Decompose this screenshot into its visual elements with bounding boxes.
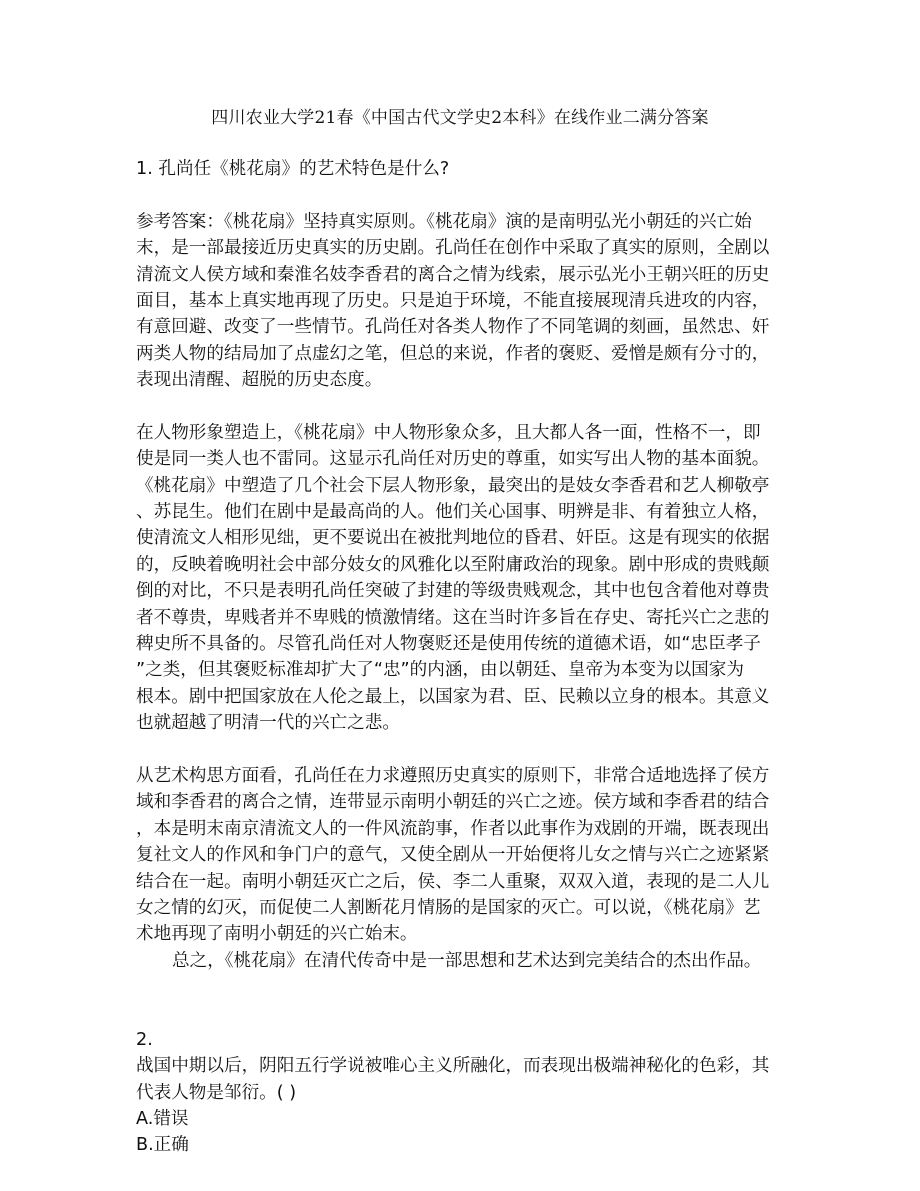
conclusion-line: 总之，《桃花扇》在清代传奇中是一部思想和艺术达到完美结合的杰出作品。: [172, 950, 762, 971]
text-line: 女之情的幻灭，而促使二人割断花月情肠的是国家的灭亡。可以说，《桃花扇》艺: [136, 897, 761, 918]
text-line: 、苏昆生。他们在剧中是最高尚的人。他们关心国事、明辨是非、有着独立人格，: [136, 502, 770, 523]
text-line: 复社文人的作风和争门户的意气，又使全剧从一开始便将儿女之情与兴亡之迹紧紧: [136, 845, 770, 866]
text-line: 倒的对比，不只是表明孔尚任突破了封建的等级贵贱观念，其中也包含着他对尊贵: [136, 581, 770, 602]
text-line: 末，是一部最接近历史真实的历史剧。孔尚任在创作中采取了真实的原则，全剧以: [136, 238, 770, 259]
answer-paragraph-2: [136, 420, 786, 737]
answer-paragraph-1: [136, 209, 786, 394]
text-line: 术地再现了南明小朝廷的兴亡始末。: [136, 924, 418, 945]
text-line: 使清流文人相形见绌，更不要说出在被批判地位的昏君、奸臣。这是有现实的依据: [136, 528, 770, 549]
text-line: 的，反映着晚明社会中部分妓女的风雅化以至附庸政治的现象。剧中形成的贵贱颠: [136, 554, 770, 575]
document-body: [136, 156, 786, 1159]
text-line: 根本。剧中把国家放在人伦之最上，以国家为君、臣、民赖以立身的根本。其意义: [136, 686, 770, 707]
text-line: 参考答案：《桃花扇》坚持真实原则。《桃花扇》演的是南明弘光小朝廷的兴亡始: [136, 211, 752, 232]
question-2-number: 2.: [136, 1029, 153, 1050]
question-2: [136, 1027, 786, 1159]
question-2-stem: 代表人物是邹衍。( ): [136, 1082, 297, 1103]
text-line: 域和李香君的离合之情，连带显示南明小朝廷的兴亡之迹。侯方域和李香君的结合: [136, 792, 770, 813]
text-line: 《桃花扇》中塑造了几个社会下层人物形象，最突出的是妓女李香君和艺人柳敬亭: [136, 475, 770, 496]
text-line: 在人物形象塑造上，《桃花扇》中人物形象众多，且大都人各一面，性格不一，即: [136, 422, 761, 443]
text-line: 者不尊贵，卑贱者并不卑贱的愤激情绪。这在当时许多旨在存史、寄托兴亡之悲的: [136, 607, 770, 628]
question-1-title: 1. 孔尚任《桃花扇》的艺术特色是什么?: [136, 159, 450, 179]
text-line: 也就超越了明清一代的兴亡之悲。: [136, 713, 400, 734]
text-line: ，本是明末南京清流文人的一件风流韵事，作者以此事作为戏剧的开端，既表现出: [136, 818, 770, 839]
option-a: A.错误: [136, 1109, 189, 1130]
text-line: 从艺术构思方面看，孔尚任在力求遵照历史真实的原则下，非常合适地选择了侯方: [136, 765, 770, 786]
text-line: 稗史所不具备的。尽管孔尚任对人物褒贬还是使用传统的道德术语，如“忠臣孝子: [136, 634, 761, 655]
text-line: ”之类，但其褒贬标准却扩大了“忠”的内涵，由以朝廷、皇帝为本变为以国家为: [136, 660, 744, 681]
text-line: 清流文人侯方域和秦淮名妓李香君的离合之情为线索，展示弘光小王朝兴旺的历史: [136, 264, 770, 285]
text-line: 有意回避、改变了一些情节。孔尚任对各类人物作了不同笔调的刻画，虽然忠、奸: [136, 317, 770, 338]
option-b: B.正确: [136, 1135, 189, 1156]
text-line: 两类人物的结局加了点虚幻之笔，但总的来说，作者的褒贬、爱憎是颇有分寸的，: [136, 343, 770, 364]
text-line: 面目，基本上真实地再现了历史。只是迫于环境，不能直接展现清兵进攻的内容，: [136, 290, 770, 311]
text-line: 使是同一类人也不雷同。这显示孔尚任对历史的尊重，如实写出人物的基本面貌。: [136, 449, 770, 470]
question-2-stem: 战国中期以后，阴阳五行学说被唯心主义所融化，而表现出极端神秘化的色彩，其: [136, 1056, 770, 1077]
answer-paragraph-3: [136, 763, 786, 974]
document-title: 四川农业大学21春《中国古代文学史2本科》在线作业二满分答案: [211, 108, 709, 128]
text-line: 结合在一起。南明小朝廷灭亡之后，侯、李二人重聚，双双入道，表现的是二人儿: [136, 871, 770, 892]
text-line: 表现出清醒、超脱的历史态度。: [136, 370, 383, 391]
